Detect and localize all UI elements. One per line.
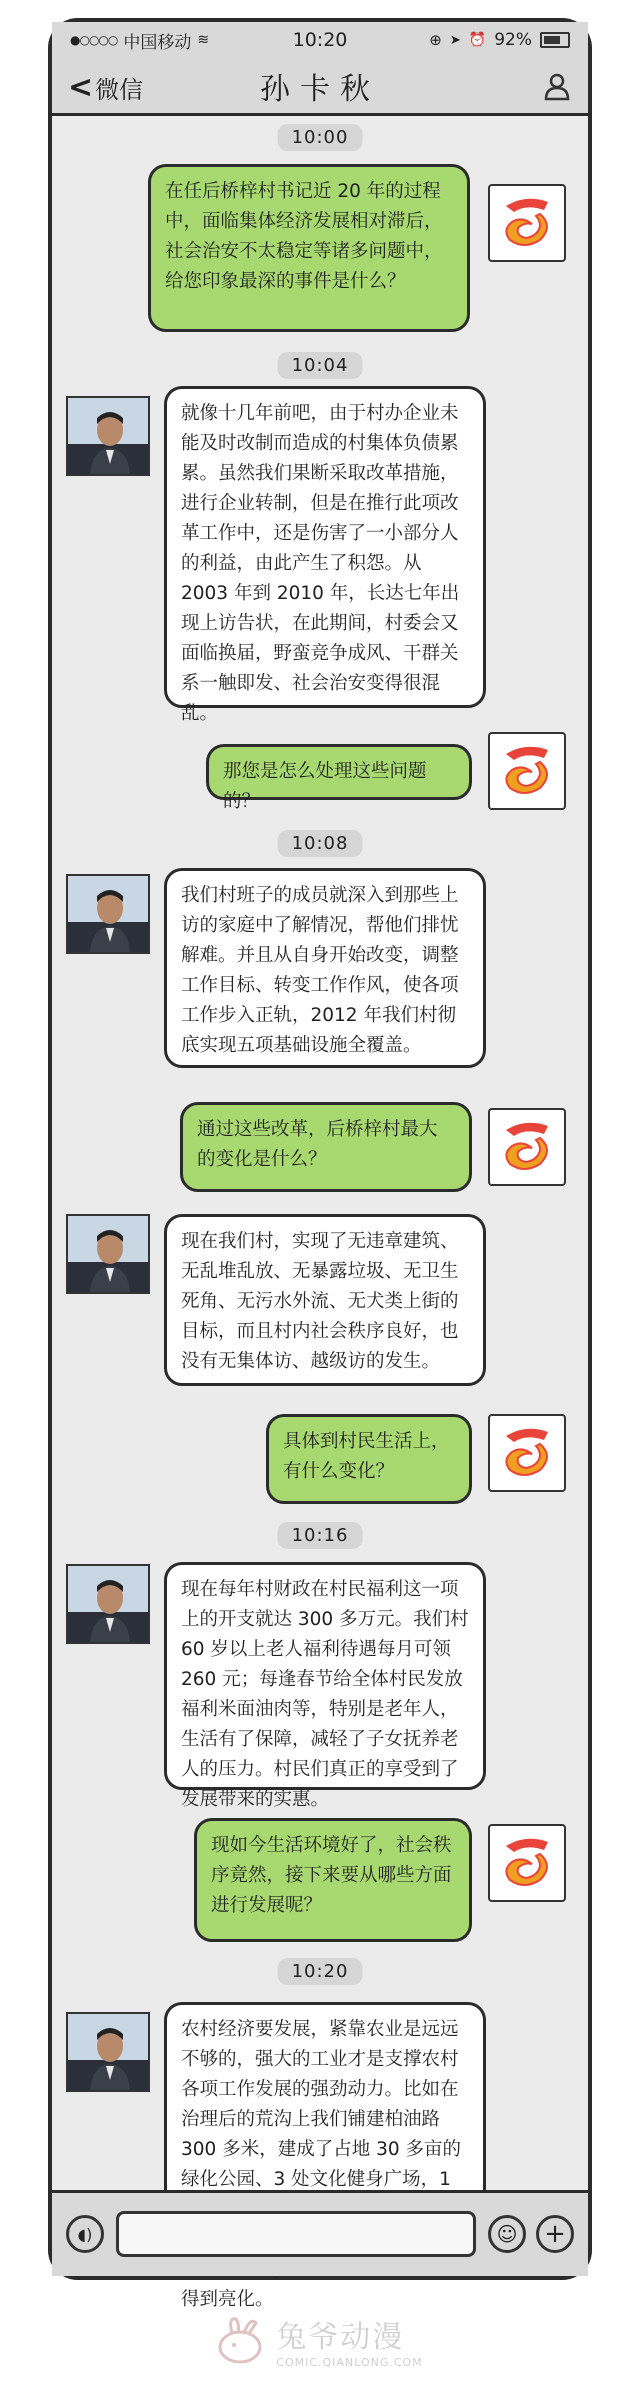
brand-logo-icon xyxy=(496,1116,558,1178)
avatar-me[interactable] xyxy=(488,1414,566,1492)
message-bubble-sent[interactable]: 在任后桥梓村书记近 20 年的过程中，面临集体经济发展相对滞后，社会治安不太稳定等诸多问题中，给您印象最深的事件是什么？ xyxy=(148,164,470,332)
more-actions-button[interactable] xyxy=(536,2215,574,2253)
timestamp: 10:08 xyxy=(278,830,363,857)
location-icon: ➤ xyxy=(449,32,461,48)
avatar-me[interactable] xyxy=(488,1108,566,1186)
avatar-interviewee[interactable] xyxy=(66,1564,150,1644)
chat-area[interactable] xyxy=(52,116,588,2310)
chevron-left-icon: < xyxy=(68,70,94,105)
avatar-interviewee[interactable] xyxy=(66,874,150,954)
phone-frame xyxy=(48,18,592,2310)
watermark-name: 兔爷动漫 xyxy=(276,2319,405,2355)
battery-icon xyxy=(540,32,570,48)
brand-logo-icon xyxy=(496,1422,558,1484)
person-photo-icon xyxy=(68,2014,148,2090)
nav-bar xyxy=(52,58,588,116)
status-time: 10:20 xyxy=(292,29,348,51)
avatar-me[interactable] xyxy=(488,184,566,262)
watermark-url: COMIC.QIANLONG.COM xyxy=(276,2355,423,2369)
emoji-button[interactable] xyxy=(488,2215,526,2253)
smiley-icon: ☺ xyxy=(496,2222,518,2246)
wifi-icon: ≋ xyxy=(197,32,210,48)
message-bubble-received[interactable]: 现在我们村，实现了无违章建筑、无乱堆乱放、无暴露垃圾、无卫生死角、无污水外流、无犬类上街的目标，而且村内社会秩序良好，也没有无集体访、越级访的发生。 xyxy=(164,1214,486,1386)
message-bubble-sent[interactable]: 现如今生活环境好了，社会秩序竟然，接下来要从哪些方面进行发展呢？ xyxy=(194,1818,472,1942)
message-bubble-received[interactable]: 我们村班子的成员就深入到那些上访的家庭中了解情况，帮他们排忧解难。并且从自身开始改变，调整工作目标、转变工作作风，使各项工作步入正轨，2012 年我们村彻底实现五项基础设施全覆盖。 xyxy=(164,868,486,1068)
timestamp: 10:16 xyxy=(278,1522,363,1549)
sound-wave-icon: ◖) xyxy=(77,2224,93,2244)
brand-logo-icon xyxy=(496,192,558,254)
person-photo-icon xyxy=(68,876,148,952)
carrier-label: 中国移动 xyxy=(123,32,192,53)
user-profile-icon[interactable] xyxy=(544,72,570,100)
avatar-interviewee[interactable] xyxy=(66,1214,150,1294)
back-button[interactable] xyxy=(68,70,143,105)
avatar-me[interactable] xyxy=(488,732,566,810)
message-input[interactable] xyxy=(116,2211,476,2257)
message-bubble-sent[interactable]: 具体到村民生活上，有什么变化？ xyxy=(266,1414,472,1504)
message-bubble-sent[interactable]: 那您是怎么处理这些问题的？ xyxy=(206,744,472,800)
back-label: 微信 xyxy=(95,76,144,104)
person-photo-icon xyxy=(68,398,148,474)
voice-input-button[interactable] xyxy=(66,2215,104,2253)
person-photo-icon xyxy=(68,1566,148,1642)
message-bubble-received[interactable]: 就像十几年前吧，由于村办企业未能及时改制而造成的村集体负债累累。虽然我们果断采取改革措施，进行企业转制，但是在推行此项改革工作中，还是伤害了一小部分人的利益，由此产生了积怨。从 2003 年到 2010 年，长达七年出现上访告状，在此期间，村委会又面临换届，野蛮竞争成风、干群关系一触即发、社会治安变得很混乱。 xyxy=(164,386,486,708)
input-bar xyxy=(52,2190,588,2276)
alarm-icon: ⏰ xyxy=(468,32,487,48)
signal-icon: ●○○○○ xyxy=(70,33,118,47)
person-photo-icon xyxy=(68,1216,148,1292)
avatar-interviewee[interactable] xyxy=(66,2012,150,2092)
plus-icon: + xyxy=(544,2219,566,2249)
brand-logo-icon xyxy=(496,1832,558,1894)
message-bubble-received[interactable]: 农村经济要发展，紧靠农业是远远不够的，强大的工业才是支撑农村各项工作发展的强劲动力。比如在治理后的荒沟上我们铺建柏油路 300 多米，建成了占地 30 多亩的绿化公园、3 处文化健身广场，1 得到亮化。 xyxy=(164,2002,486,2274)
watermark xyxy=(0,2300,633,2380)
timestamp: 10:20 xyxy=(278,1958,363,1985)
timestamp: 10:04 xyxy=(278,352,363,379)
message-bubble-sent[interactable]: 通过这些改革，后桥梓村最大的变化是什么？ xyxy=(180,1102,472,1192)
rabbit-logo-icon xyxy=(210,2315,266,2365)
avatar-me[interactable] xyxy=(488,1824,566,1902)
message-bubble-received[interactable]: 现在每年村财政在村民福利这一项上的开支就达 300 多万元。我们村 60 岁以上老人福利待遇每月可领 260 元；每逢春节给全体村民发放福利米面油肉等，特别是老年人，生活有了保障，减轻了子女抚养老人的压力。村民们真正的享受到了发展带来的实惠。 xyxy=(164,1562,486,1790)
brand-logo-icon xyxy=(496,740,558,802)
chat-title: 孙卡秋 xyxy=(260,71,380,107)
lock-rotation-icon: ⊕ xyxy=(429,31,442,49)
avatar-interviewee[interactable] xyxy=(66,396,150,476)
timestamp: 10:00 xyxy=(278,124,363,151)
status-bar xyxy=(52,22,588,58)
battery-percent: 92% xyxy=(494,30,533,50)
